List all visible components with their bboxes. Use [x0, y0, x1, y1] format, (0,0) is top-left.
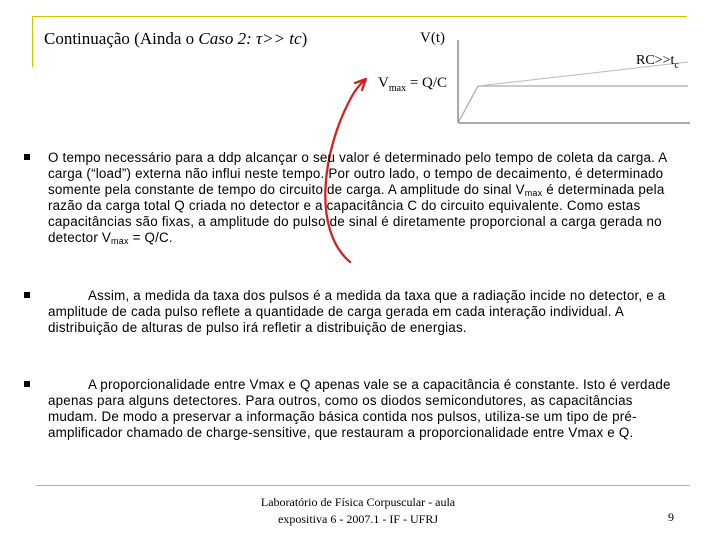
footer-line-2: expositiva 6 - 2007.1 - IF - UFRJ	[278, 512, 438, 526]
paragraph-3	[48, 377, 680, 441]
vmax-v: V	[378, 75, 389, 91]
title-italic: Caso 2: τ>> tc	[198, 29, 302, 48]
p1-sub2: max	[111, 235, 129, 246]
vmax-sub: max	[388, 83, 407, 94]
footer-line-1: Laboratório de Física Corpuscular - aula	[260, 495, 456, 509]
rc-label	[636, 53, 679, 71]
p2-text: Assim, a medida da taxa dos pulsos é a medida da taxa que a radiação incide no detector, e a amplitude de cada pulso reflete a quantidade de carga gerada em cada interação individual. A distribuição de alturas de pulso irá refletir a distribuição de energias.	[48, 288, 666, 335]
p3-text: A proporcionalidade entre Vmax e Q apenas vale se a capacitância é constante. Isto é verdade apenas para alguns detectores. Para outros, como os diodos semicondutores, as capacitâncias mudam. De modo a preservar a informação básica contida nos pulsos, utiliza-se um tipo de pré-amplificador chamado de charge-sensitive, que restauram a proporcionalidade entre Vmax e Q.	[48, 377, 671, 440]
paragraph-2	[48, 288, 680, 336]
y-axis-label: V(t)	[420, 30, 445, 46]
pulse-curve	[458, 86, 688, 123]
footer-rule	[36, 485, 690, 486]
bullet-2	[24, 292, 30, 298]
bullet-3	[24, 381, 30, 387]
vmax-label	[378, 75, 447, 94]
rc-label-main: RC>>t	[636, 53, 675, 68]
bullet-1	[24, 154, 30, 160]
page-number: 9	[668, 510, 674, 524]
paragraph-1	[48, 150, 680, 245]
p1-sub1: max	[524, 187, 543, 198]
footer	[248, 494, 468, 528]
title-suffix: )	[301, 29, 308, 48]
title-prefix: Continuação (Ainda o	[44, 29, 199, 48]
p1-text-before: O tempo necessário para a ddp alcançar o seu valor é determinado pelo tempo de coleta da carga. A carga (“load”) externa não influi neste tempo. Por outro lado, o tempo de decaimento, é determinado somente pela constante de tempo do circuito de carga. A amplitude do sinal V	[48, 150, 667, 197]
p1-text-after: = Q/C.	[128, 229, 173, 245]
p1-text-mid: é determinada pela razão da carga total Q criada no detector e a capacitância C do circuito equivalente. Como estas capacitâncias são fixas, a amplitude do pulso de sinal é diretamente proporcional a carga gerada no detector V	[48, 181, 665, 245]
rc-label-sub: c	[674, 60, 679, 71]
vmax-rest: = Q/C	[406, 75, 448, 91]
